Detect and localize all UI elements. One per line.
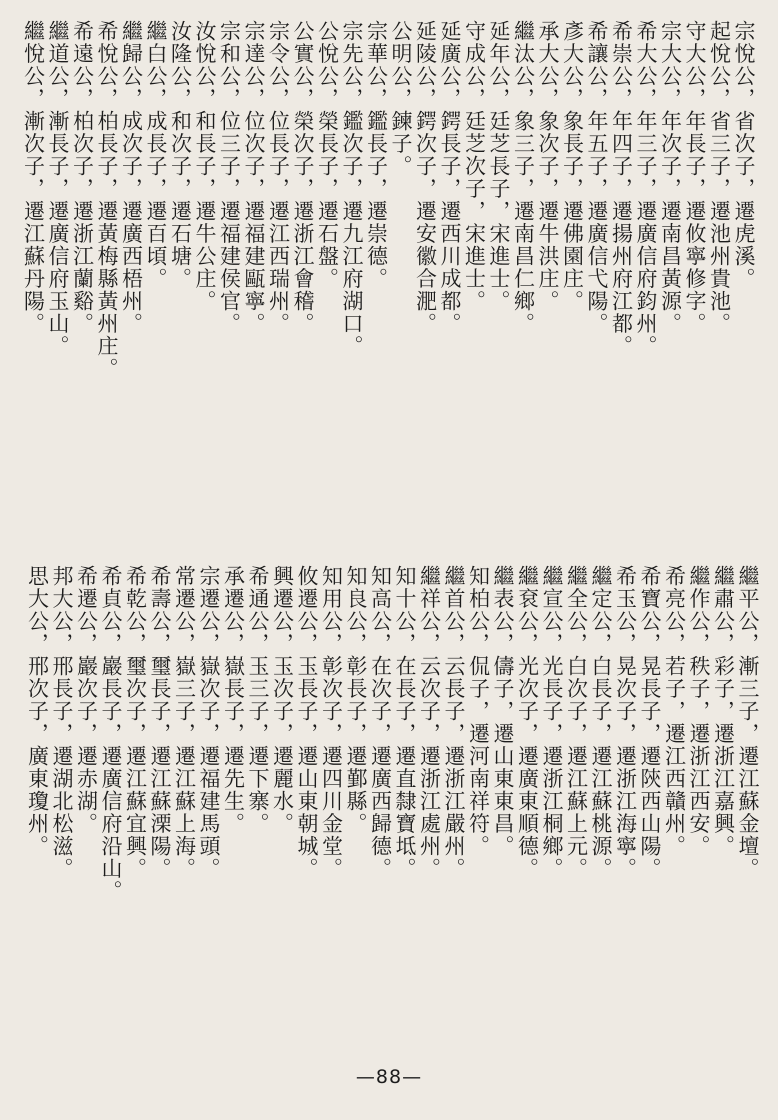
text-column: 繼全公，白次子，遷江蘇上元。 xyxy=(564,565,589,880)
text-column: 希玉公，晃次子，遷浙江海寧。 xyxy=(613,565,638,880)
text-column: 知十公，在長子，遷直隸寶坻。 xyxy=(393,565,417,880)
text-column: 知柏公，侃子，遷河南祥符。 xyxy=(466,565,491,858)
text-column: 希遠公，柏次子，遷浙江蘭谿。 xyxy=(70,20,95,335)
text-column: 起悅公，省三子，遷池州貴池。 xyxy=(707,20,732,335)
text-column: 承大公，象次子，遷牛洪庄。 xyxy=(536,20,560,313)
text-column: 汝隆公，和次子，遷石塘。 xyxy=(168,20,193,290)
text-column: 繼首公，云長子，遷浙江嚴州。 xyxy=(442,565,466,880)
text-column: 邦大公，邢長子，遷湖北松滋。 xyxy=(50,565,74,880)
text-column: 興遷公，玉次子，遷麗水。 xyxy=(270,565,295,835)
text-column: 公實公，榮次子，遷浙江會稽。 xyxy=(291,20,315,335)
text-column: 延陵公，鍔次子，遷安徽合淝。 xyxy=(413,20,438,335)
text-column: 希貞公，巖長子，遷廣信府沿山。 xyxy=(99,565,123,903)
text-column: 繼祥公，云次子，遷浙江處州。 xyxy=(417,565,442,880)
text-column: 知良公，彰長子，遷鄞縣。 xyxy=(344,565,368,835)
text-column: 公明公，鍊子。 xyxy=(389,20,413,178)
text-column: 希遷公，巖次子，遷赤湖。 xyxy=(74,565,99,835)
text-column: 繼表公，儔子，遷山東東昌。 xyxy=(491,565,515,858)
text-column: 宗達公，位次子，遷福建甌寧。 xyxy=(242,20,266,335)
text-column: 常遷公，嶽三子，遷江蘇上海。 xyxy=(172,565,197,880)
text-column: 延年公，廷芝長子，宋進士。 xyxy=(487,20,511,313)
text-column: 希壽公，璽長子，遷江蘇溧陽。 xyxy=(148,565,172,880)
text-column: 希悅公，柏長子，遷黃梅縣黃州庄。 xyxy=(95,20,119,380)
text-column: 攸遷公，玉長子，遷山東朝城。 xyxy=(295,565,319,880)
text-column: 守成公，廷芝次子，宋進士。 xyxy=(462,20,487,313)
text-column: 思大公，邢次子，廣東瓊州。 xyxy=(25,565,50,858)
bottom-text-block xyxy=(18,565,758,995)
text-column: 公悅公，榮長子，遷石盤。 xyxy=(315,20,340,290)
text-column: 希通公，玉三子，遷下寨。 xyxy=(246,565,270,835)
text-column: 承遷公，嶽長子，遷先生。 xyxy=(221,565,246,835)
text-column: 希亮公，若子，遷江西贛州。 xyxy=(662,565,687,858)
text-column: 宗和公，位三子，遷福建侯官。 xyxy=(217,20,242,335)
text-column: 繼汰公，象三子，遷南昌仁鄉。 xyxy=(511,20,536,335)
text-column: 繼宣公，光長子，遷浙江桐鄉。 xyxy=(540,565,564,880)
text-column: 彥大公，象長子，遷佛園庄。 xyxy=(560,20,585,313)
top-text-block xyxy=(18,20,754,460)
page-number: —88— xyxy=(355,1066,423,1088)
text-column: 延廣公，鍔長子，遷西川成都。 xyxy=(438,20,462,335)
text-column: 希乾公，璽次子，遷江蘇宜興。 xyxy=(123,565,148,880)
text-column: 繼歸公，成次子，遷廣西梧州。 xyxy=(119,20,144,335)
text-column: 希大公，年三子，遷廣信府鈞州。 xyxy=(634,20,658,358)
text-column: 繼袞公，光次子，遷廣東順德。 xyxy=(515,565,540,880)
text-column: 繼白公，成長子，遷百頃。 xyxy=(144,20,168,290)
text-column: 知高公，在次子，遷廣西歸德。 xyxy=(368,565,393,880)
text-column: 繼悅公，漸次子，遷江蘇丹陽。 xyxy=(21,20,46,335)
text-column: 繼作公，秩子，遷浙江西安。 xyxy=(687,565,711,858)
text-column: 宗悅公，省次子，遷虎溪。 xyxy=(732,20,756,290)
text-column: 守大公，年長子，遷攸寧修字。 xyxy=(683,20,707,335)
text-column: 宗華公，鑑長子，遷崇德。 xyxy=(364,20,389,290)
text-column: 繼定公，白長子，遷江蘇桃源。 xyxy=(589,565,613,880)
text-column: 宗大公，年次子，遷南昌黃源。 xyxy=(658,20,683,335)
text-column: 宗令公，位長子，遷江西瑞州。 xyxy=(266,20,291,335)
text-column: 知用公，彰次子，遷四川金堂。 xyxy=(319,565,344,880)
text-column: 繼肅公，彩子，遷浙江嘉興。 xyxy=(711,565,736,858)
text-column: 宗遷公，嶽次子，遷福建馬頭。 xyxy=(197,565,221,880)
text-column: 繼道公，漸長子，遷廣信府玉山。 xyxy=(46,20,70,358)
text-column: 宗先公，鑑次子，遷九江府湖口。 xyxy=(340,20,364,358)
text-column: 繼平公，漸三子，遷江蘇金壇。 xyxy=(736,565,760,880)
text-column: 希寶公，晃長子，遷陝西山陽。 xyxy=(638,565,662,880)
text-column: 汝悅公，和長子，遷牛公庄。 xyxy=(193,20,217,313)
text-column: 希崇公，年四子，遷揚州府江都。 xyxy=(609,20,634,358)
text-column: 希讓公，年五子，遷廣信弋陽。 xyxy=(585,20,609,335)
